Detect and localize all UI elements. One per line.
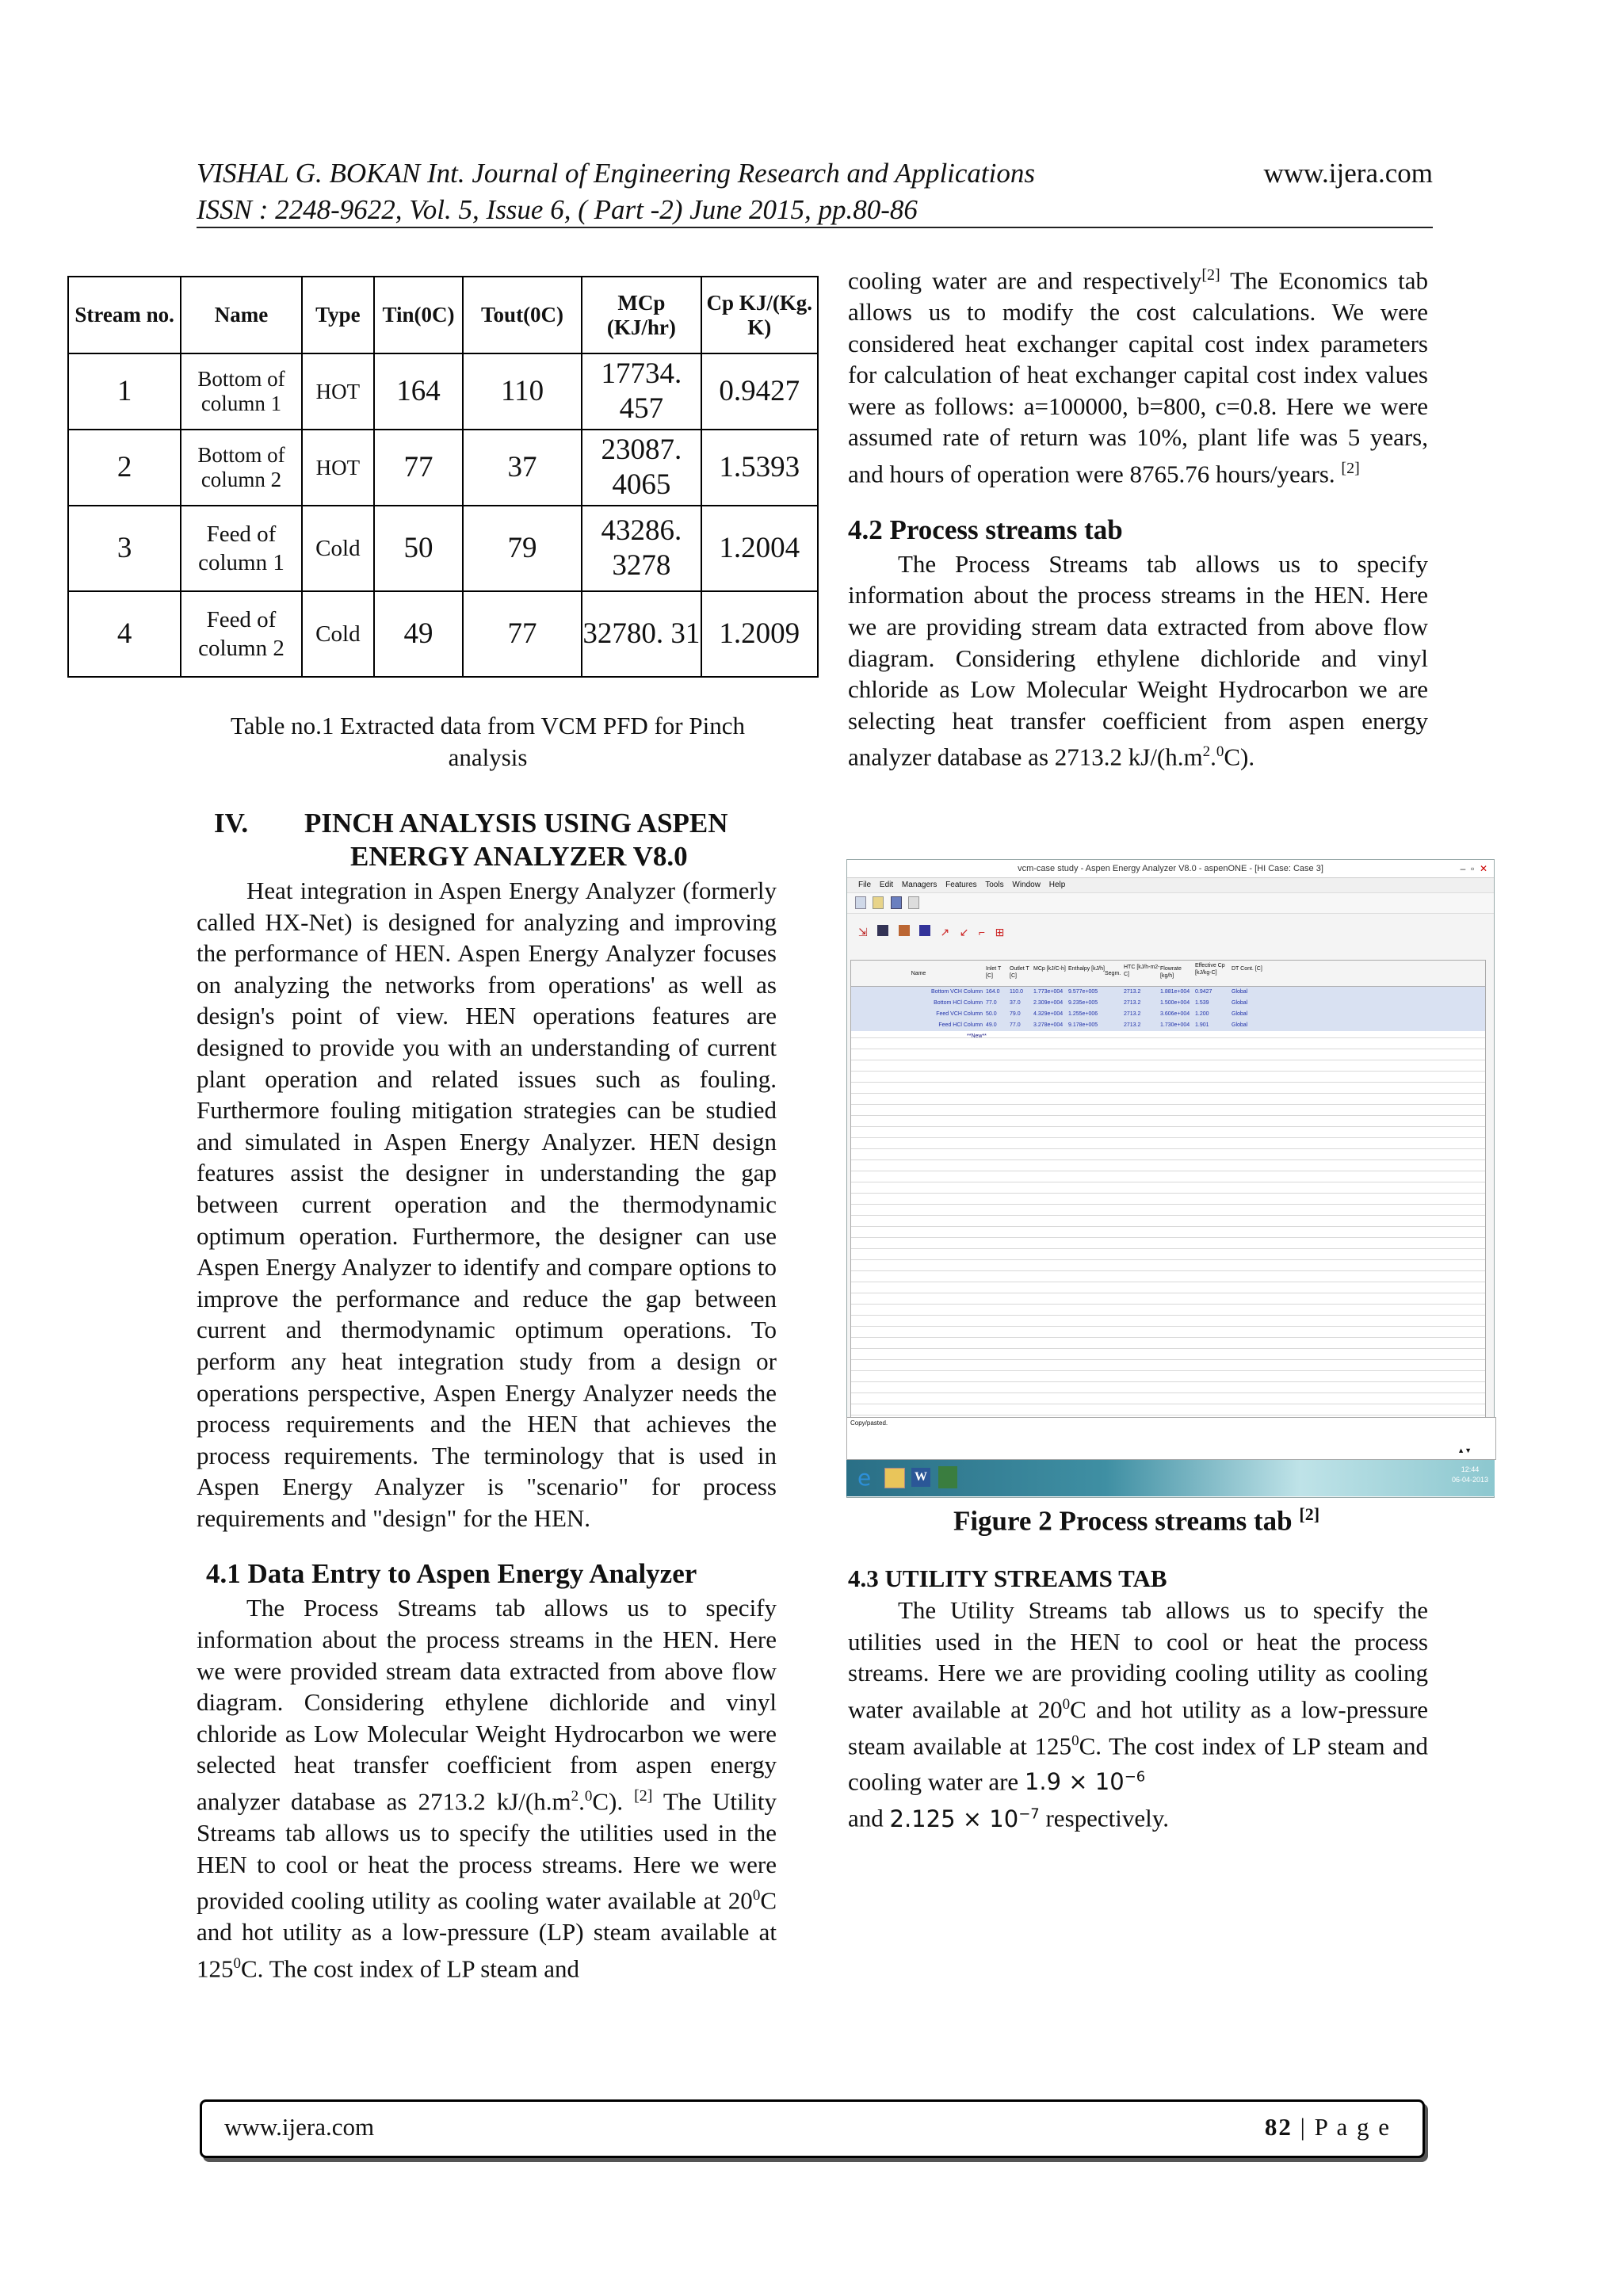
th-mcp: MCp (KJ/hr) [582,277,701,353]
clock-date: 06-04-2013 [1451,1476,1488,1484]
economics-paragraph [848,260,1428,490]
th-tout: Tout(0C) [463,277,582,353]
section-43-continuation [848,1798,1428,1835]
new-icon[interactable] [855,896,866,909]
menu-features[interactable]: Features [945,881,977,889]
col-outlet: Outlet T [C] [1010,966,1029,979]
menu-help[interactable]: Help [1048,881,1066,889]
hen-icon[interactable] [899,925,910,936]
cell-tin: 164 [374,353,463,430]
col-flowrate: Flowrate [kg/h] [1160,966,1182,979]
para-text: C. The cost index of LP steam and [241,1954,580,1982]
grid-cell [1105,998,1124,1009]
para-text: C). [1224,743,1255,771]
grid-cell: 2713.2 [1124,1000,1141,1006]
header-website[interactable]: www.ijera.com [1263,158,1433,189]
open-icon[interactable] [873,896,884,909]
targets-icon[interactable]: ⊞ [995,926,1005,938]
menu-edit[interactable]: Edit [879,881,894,889]
col-segm: Segm. [1105,971,1121,976]
grid-icon[interactable] [877,925,888,936]
grid-cell: 2713.2 [1124,1011,1141,1017]
grid-cell: Global [1232,1011,1248,1017]
cell-cp: 0.9427 [701,353,818,430]
grid-cell: 1.500e+004 [1160,1000,1190,1006]
cell-name: Feed of column 2 [181,591,301,677]
grid-cell: 0.9427 [1195,989,1212,995]
page-num: 82 [1264,2113,1293,2141]
menu-managers[interactable]: Managers [901,881,938,889]
cell-mcp: 17734. 457 [582,353,701,430]
section-42-paragraph: The Process Streams tab allows us to specify information about the process streams in the HEN. Here we are providing stream data extracted from above flow diagram. Considering ethylene dichloride and vinyl chloride as Low Molecular Weight Hydrocarbon we are selecting heat transfer coefficient from aspen energy analyzer database as 2713.2 $kJ/(h.m^2.^0C)$. [848,549,1428,771]
status-text: Copy/pasted. [850,1419,888,1427]
section-iv-heading [214,807,800,873]
window-title: vcm-case study - Aspen Energy Analyzer V8.0 - aspenONE - [HI Case: Case 3] [1018,864,1323,873]
browser-icon[interactable]: e [857,1465,872,1491]
cell-cp: 1.2004 [701,506,818,591]
para-text: cooling water are and respectively [848,266,1202,295]
grid-cell: 4.329e+004 [1033,1011,1064,1017]
section-43-heading: 4.3 UTILITY STREAMS TAB [848,1564,1167,1592]
aspen-screenshot [846,859,1495,1498]
grid-cell: 1.255e+006 [1068,1011,1098,1017]
left-column [197,875,777,1985]
cell-tin: 49 [374,591,463,677]
streams-grid [850,960,1486,1429]
cost-icon[interactable] [919,925,930,936]
cell-no: 1 [68,353,181,430]
col-name: Name [911,971,926,976]
taskbar [846,1460,1495,1496]
citation: [2] [634,1787,653,1805]
grid-cell: 2.309e+004 [1033,1000,1064,1006]
grid-cell: Bottom VCH Column [931,989,983,995]
grid-row[interactable] [851,987,1485,998]
folder-icon[interactable] [884,1468,905,1488]
cell-name: Bottom of column 1 [181,353,301,430]
table-caption: Table no.1 Extracted data from VCM PFD for Pinch analysis [230,712,745,771]
section-iv-paragraph: Heat integration in Aspen Energy Analyzer (formerly called HX-Net) is designed for analyzing and improving the performance of HEN. Aspen Energy Analyzer focuses on analyzing the networks from operations' as well as design's point of view. HEN operations features are designed to provide you with an understanding of current plant operation and related issues such as fouling. Furthermore fouling mitigation strategies can be studied and simulated in Aspen Energy Analyzer. HEN design features assist the designer in understanding the gap between current operation and the thermodynamic optimum operation. Furthermore, the designer can use Aspen Energy Analyzer to identify and compare options to improve the performance and reduce the gap between current and thermodynamic optimum operations. To perform any heat integration study from a design or operations perspective, Aspen Energy Analyzer needs the process requirements and the HEN that achieves the process requirements. The terminology that is used in Aspen Energy Analyzer is "scenario" for process requirements and "design" for the HEN. [197,877,777,1532]
cell-cp: 1.5393 [701,430,818,506]
menu-file[interactable]: File [858,881,872,889]
issn-line: ISSN : 2248-9622, Vol. 5, Issue 6, ( Part -2) June 2015, pp.80-86 [197,194,918,225]
cell-name: Feed of column 1 [181,506,301,591]
cell-tin: 77 [374,430,463,506]
menu-tools[interactable]: Tools [985,881,1004,889]
word-icon[interactable]: W [911,1468,930,1487]
th-stream-no: Stream no. [68,277,181,353]
grid-header [851,961,1485,987]
figure-caption-text: Figure 2 Process streams tab [953,1505,1293,1537]
para-text: The Process Streams tab allows us to specify information about the process streams in the HEN. Here we were provided stream data extracted from above flow diagram. Considering ethylene dichloride and vinyl chloride as Low Molecular Weight Hydrocarbon we were selected heat transfer coefficient from aspen energy analyzer database as 2713.2 kJ/(h.m [197,1594,777,1816]
citation: [2] [1341,459,1360,477]
clock[interactable] [1452,1465,1488,1485]
grid-cell: 9.577e+005 [1068,989,1098,995]
grid-cell: 164.0 [986,989,1000,995]
window-titlebar [847,860,1494,878]
grid-row[interactable] [851,998,1485,1009]
grid-cell: 3.606e+004 [1160,1011,1190,1017]
print-icon[interactable] [908,896,919,909]
section-42-heading: 4.2 Process streams tab [848,514,1123,545]
grid-cell: 2713.2 [1124,1022,1141,1028]
para-text: C). [592,1787,624,1816]
grid-cell: 77.0 [1010,1022,1021,1028]
composite-icon[interactable]: ↙ [959,926,969,938]
grid-cell: 49.0 [986,1022,997,1028]
grid-cell: 9.235e+005 [1068,1000,1098,1006]
cell-mcp: 23087. 4065 [582,430,701,506]
cell-cp: 1.2009 [701,591,818,677]
grid-cell: Global [1232,989,1248,995]
menu-bar [847,878,1494,893]
grid-cell: Feed HCl Column [938,1022,983,1028]
table-header-row [68,277,818,353]
case-toolbar [847,914,1494,946]
grid-cell: Bottom HCl Column [934,1000,983,1006]
status-arrows[interactable]: ▲▼ [1457,1446,1472,1454]
cell-name: Bottom of column 2 [181,430,301,506]
th-type: Type [302,277,374,353]
para-text: The Utility Streams tab allows us to specify the utilities used in the HEN to cool or heat the process streams. Here we are providing cooling utility as cooling water available at 20 [848,1596,1428,1724]
page-number [1265,2113,1391,2141]
grid-cell: 3.278e+004 [1033,1022,1064,1028]
curve-icon[interactable]: ↗ [940,926,950,938]
cell-type: Cold [302,506,374,591]
table-row [68,591,818,677]
menu-window[interactable]: Window [1012,881,1041,889]
section-title-1: PINCH ANALYSIS USING ASPEN [304,808,728,839]
table-row [68,353,818,430]
grid-cell: 1.200 [1195,1011,1209,1017]
grid-cell: 1.901 [1195,1022,1209,1028]
grid-cell: Global [1232,1000,1248,1006]
aspen-icon[interactable] [938,1466,957,1488]
cell-mcp: 43286. 3278 [582,506,701,591]
grid-cell: Global [1232,1022,1248,1028]
col-htc: HTC [kJ/h-m2-C] [1124,965,1160,977]
grid-cell: Feed VCH Column [936,1011,983,1017]
toolbar [847,893,1494,914]
col-mcp: MCp [kJ/C-h] [1033,966,1066,972]
grid-cell: 50.0 [986,1011,997,1017]
cell-no: 2 [68,430,181,506]
section-43-paragraph: The Utility Streams tab allows us to specify the utilities used in the HEN to cool or heat the process streams. Here we are providing cooling utility as cooling water available at $20^0C$ and hot utility as a low-pressure steam available at $125^0C$. The cost index of LP steam and cooling water are $1.9 \times 10^{-6}$ [848,1596,1428,1796]
th-cp: Cp KJ/(Kg. K) [701,277,818,353]
running-header [197,155,1433,228]
section-41-paragraph: The Process Streams tab allows us to specify information about the process streams in the HEN. Here we were provided stream data extracted from above flow diagram. Considering ethylene dichloride and vinyl chloride as Low Molecular Weight Hydrocarbon we were selected heat transfer coefficient from aspen energy analyzer database as 2713.2 $kJ/(h.m^2.^0C)$. [2] The Utility Streams tab allows us to specify the utilities used in the HEN to cool or heat the process streams. Here we were provided cooling utility as cooling water available at $20^0C$ and hot utility as a low-pressure (LP) steam available at $125^0C$. The cost index of LP steam and [197,1594,777,1982]
section-title-2: ENERGY ANALYZER V8.0 [350,841,688,872]
table-row [68,506,818,591]
para-text: and [848,1804,884,1832]
cell-type: Cold [302,591,374,677]
para-text: The Utility Streams tab allows us to specify the utilities used in the HEN to cool or heat the process streams. Here we were provided cooling utility as cooling water available at 20 [197,1787,777,1915]
stream-data-table [67,276,819,678]
col-inlet: Inlet T [C] [986,966,1002,979]
col-enthalpy: Enthalpy [kJ/h] [1068,966,1105,972]
cell-tout: 37 [463,430,582,506]
figure-citation: [2] [1299,1504,1320,1524]
right-column-top [848,260,1428,773]
para-text: respectively. [1045,1804,1169,1832]
cell-no: 4 [68,591,181,677]
citation: [2] [1201,266,1220,284]
page-label: | P a g e [1300,2113,1391,2141]
lp-steam-cost [1025,1768,1145,1795]
cell-type: HOT [302,353,374,430]
right-column-bottom [848,1563,1428,1835]
value-text: 1.9 × 10 [1024,1768,1125,1796]
section-41-heading: 4.1 Data Entry to Aspen Energy Analyzer [206,1558,697,1590]
grid-row[interactable] [851,1009,1485,1020]
footer-website[interactable]: www.ijera.com [224,2113,375,2141]
cell-no: 3 [68,506,181,591]
grid-cell: 1.881e+004 [1160,989,1190,995]
value-text: 2.125 × 10 [889,1805,1019,1832]
grid-cell [1105,987,1124,998]
window-controls[interactable]: – ▫ ✕ [1460,863,1487,874]
grid-body [851,987,1485,1031]
grid-cell [1105,1020,1124,1031]
exponent: −6 [1124,1768,1146,1786]
clock-time: 12:44 [1461,1465,1480,1473]
th-name: Name [181,277,301,353]
journal-line: VISHAL G. BOKAN Int. Journal of Engineering Research and Applications [197,158,1035,189]
cooling-water-cost [890,1805,1040,1832]
para-text: C. The cost index of LP steam and cooling water are [848,1732,1428,1796]
exponent: −7 [1018,1805,1040,1822]
cell-type: HOT [302,430,374,506]
grid-cell: 9.178e+005 [1068,1022,1098,1028]
grid-row[interactable] [851,1020,1485,1031]
page-footer [200,2099,1425,2158]
col-dt: DT Cont. [C] [1232,966,1262,972]
save-icon[interactable] [891,896,902,909]
cell-tout: 110 [463,353,582,430]
grid-cell [1105,1009,1124,1020]
col-eff-cp: Effective Cp [kJ/kg-C] [1195,963,1225,976]
grid-cell: 77.0 [986,1000,997,1006]
section-number: IV. [214,808,249,839]
status-bar [846,1417,1496,1460]
para-text: C and hot utility as a low-pressure steam available at 125 [848,1695,1428,1760]
para-text: The Process Streams tab allows us to specify information about the process streams in the HEN. Here we are providing stream data extracted from above flow diagram. Considering ethylene dichloride and vinyl chloride as Low Molecular Weight Hydrocarbon we are selecting heat transfer coefficient from aspen energy analyzer database as 2713.2 kJ/(h.m [848,549,1428,771]
header-rule [197,227,1433,228]
grid-cell: 1.730e+004 [1160,1022,1190,1028]
figure-caption [846,1496,1426,1540]
th-tin: Tin(0C) [374,277,463,353]
grid-cell: 1.539 [1195,1000,1209,1006]
para-text: The Economics tab allows us to modify the cost calculations. We were considered heat exchanger capital cost index parameters for calculation of heat exchanger capital cost index values were as follows: a=100000, b=800, c=0.8. Here we were assumed rate of return was 10%, plant life was 5 years, and hours of operation were 8765.76 hours/years. [848,266,1428,488]
target-icon[interactable]: ⇲ [858,926,868,938]
new-row[interactable]: **New** [967,1033,987,1039]
cell-tout: 79 [463,506,582,591]
grid-cell: 1.773e+004 [1033,989,1064,995]
table-row [68,430,818,506]
grid-cell: 110.0 [1010,989,1023,995]
cell-tin: 50 [374,506,463,591]
cell-tout: 77 [463,591,582,677]
cell-mcp: 32780. 31 [582,591,701,677]
grand-composite-icon[interactable]: ⌐ [978,926,986,938]
grid-cell: 37.0 [1010,1000,1021,1006]
para-text: C and hot utility as a low-pressure (LP) steam available at 125 [197,1886,777,1982]
grid-cell: 2713.2 [1124,989,1141,995]
grid-cell: 79.0 [1010,1011,1021,1017]
